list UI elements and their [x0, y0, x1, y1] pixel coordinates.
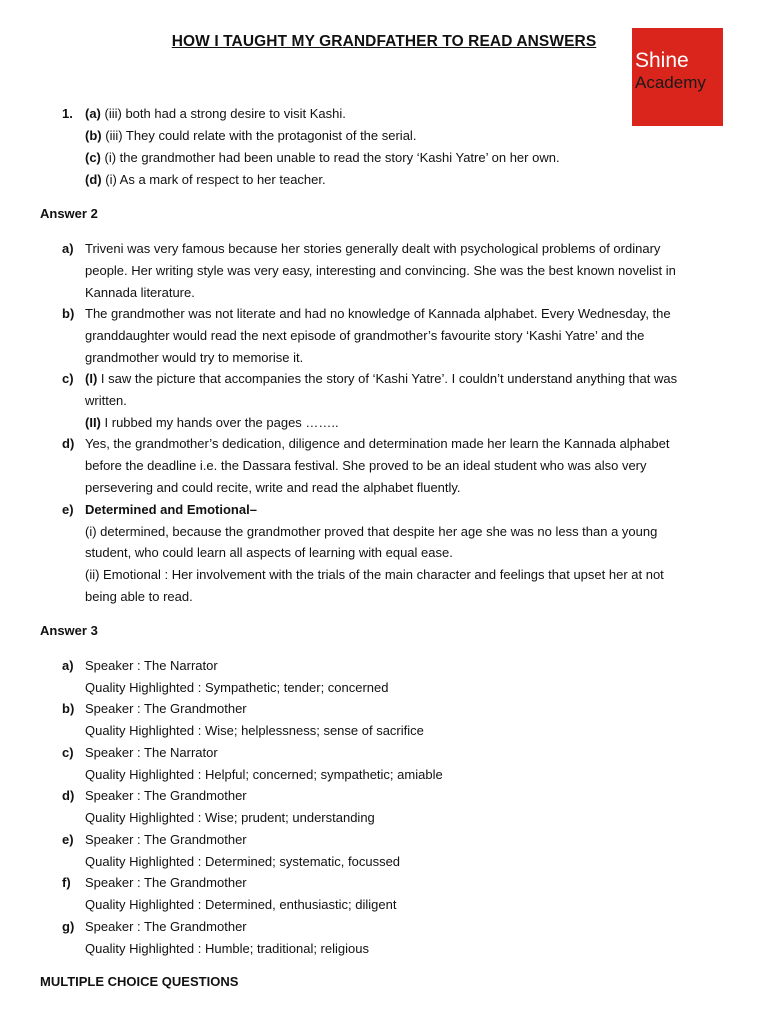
answer-line: grandmother would try to memorise it.: [85, 350, 304, 365]
answer-line: before the deadline i.e. the Dassara festival. She proved to be an ideal student who was also very: [85, 458, 647, 473]
q1-item-c: [85, 150, 560, 166]
q1-item-text: (iii) They could relate with the protagonist of the serial.: [105, 128, 417, 143]
answer-line: people. Her writing style was very easy, interesting and convincing. She was the best known novelist in: [85, 263, 676, 278]
quality-line: Quality Highlighted : Determined; systematic, focussed: [85, 854, 401, 869]
q1-item-label: (a): [85, 106, 101, 121]
quality-line: Quality Highlighted : Helpful; concerned; sympathetic; amiable: [85, 767, 443, 782]
answer-line: written.: [85, 393, 127, 408]
speaker-line: Speaker : The Grandmother: [85, 875, 247, 890]
page-title: HOW I TAUGHT MY GRANDFATHER TO READ ANSWERS: [171, 33, 597, 50]
speaker-line: Speaker : The Grandmother: [85, 832, 247, 847]
answer-line: being able to read.: [85, 589, 193, 604]
item-marker: c): [62, 371, 74, 386]
logo-line-academy: Academy: [635, 73, 706, 92]
quality-line: Quality Highlighted : Determined, enthusiastic; diligent: [85, 897, 397, 912]
quality-line: Quality Highlighted : Wise; prudent; understanding: [85, 810, 375, 825]
q1-item-label: (d): [85, 172, 102, 187]
shine-academy-logo: [632, 28, 723, 126]
q1-item-a: [85, 106, 346, 122]
answer-line: Triveni was very famous because her stories generally dealt with psychological problems of ordinary: [85, 241, 661, 256]
quality-line: Quality Highlighted : Humble; traditional; religious: [85, 941, 369, 956]
part-text: I saw the picture that accompanies the story of ‘Kashi Yatre’. I couldn’t understand anything that was: [100, 371, 678, 386]
question-number: 1.: [62, 106, 73, 121]
item-marker: a): [62, 658, 74, 673]
speaker-line: Speaker : The Narrator: [85, 658, 218, 673]
item-marker: b): [62, 701, 75, 716]
part-text: I rubbed my hands over the pages ……..: [104, 415, 339, 430]
q1-item-d: [85, 172, 326, 188]
quality-line: Quality Highlighted : Sympathetic; tender; concerned: [85, 680, 389, 695]
answer-line: (ii) Emotional : Her involvement with the trials of the main character and feelings that upset her at not: [85, 567, 664, 582]
item-marker: b): [62, 306, 75, 321]
answer-line: [85, 371, 677, 387]
q1-item-label: (c): [85, 150, 101, 165]
logo-line-shine: Shine: [635, 49, 689, 72]
item-marker: d): [62, 788, 75, 803]
answer-line: The grandmother was not literate and had no knowledge of Kannada alphabet. Every Wednesday, the: [85, 306, 671, 321]
speaker-line: Speaker : The Grandmother: [85, 788, 247, 803]
q1-item-text: (i) As a mark of respect to her teacher.: [105, 172, 326, 187]
answer-line: Kannada literature.: [85, 285, 195, 300]
q1-item-text: (i) the grandmother had been unable to read the story ‘Kashi Yatre’ on her own.: [104, 150, 560, 165]
speaker-line: Speaker : The Grandmother: [85, 701, 247, 716]
speaker-line: Speaker : The Grandmother: [85, 919, 247, 934]
answer-line: student, who could learn all aspects of learning with equal ease.: [85, 545, 453, 560]
item-subheading: Determined and Emotional–: [85, 502, 257, 517]
answer-line: [85, 415, 339, 431]
answer-line: persevering and could recite, write and read the alphabet fluently.: [85, 480, 461, 495]
answer-line: (i) determined, because the grandmother proved that despite her age she was no less than a young: [85, 524, 658, 539]
part-label: (II): [85, 415, 101, 430]
q1-item-text: (iii) both had a strong desire to visit Kashi.: [104, 106, 346, 121]
answer-line: Yes, the grandmother’s dedication, diligence and determination made her learn the Kannada alphabet: [85, 436, 670, 451]
mcq-heading: MULTIPLE CHOICE QUESTIONS: [40, 974, 239, 989]
item-marker: e): [62, 502, 74, 517]
answer-2-heading: Answer 2: [40, 206, 98, 221]
q1-item-b: [85, 128, 416, 144]
quality-line: Quality Highlighted : Wise; helplessness; sense of sacrifice: [85, 723, 424, 738]
answer-3-heading: Answer 3: [40, 623, 98, 638]
answer-line: granddaughter would read the next episode of grandmother’s favourite story ‘Kashi Yatre’ and the: [85, 328, 645, 343]
q1-item-label: (b): [85, 128, 102, 143]
item-marker: d): [62, 436, 75, 451]
part-label: (I): [85, 371, 98, 386]
item-marker: g): [62, 919, 75, 934]
speaker-line: Speaker : The Narrator: [85, 745, 218, 760]
item-marker: a): [62, 241, 74, 256]
item-marker: c): [62, 745, 74, 760]
item-marker: e): [62, 832, 74, 847]
item-marker: f): [62, 875, 71, 890]
